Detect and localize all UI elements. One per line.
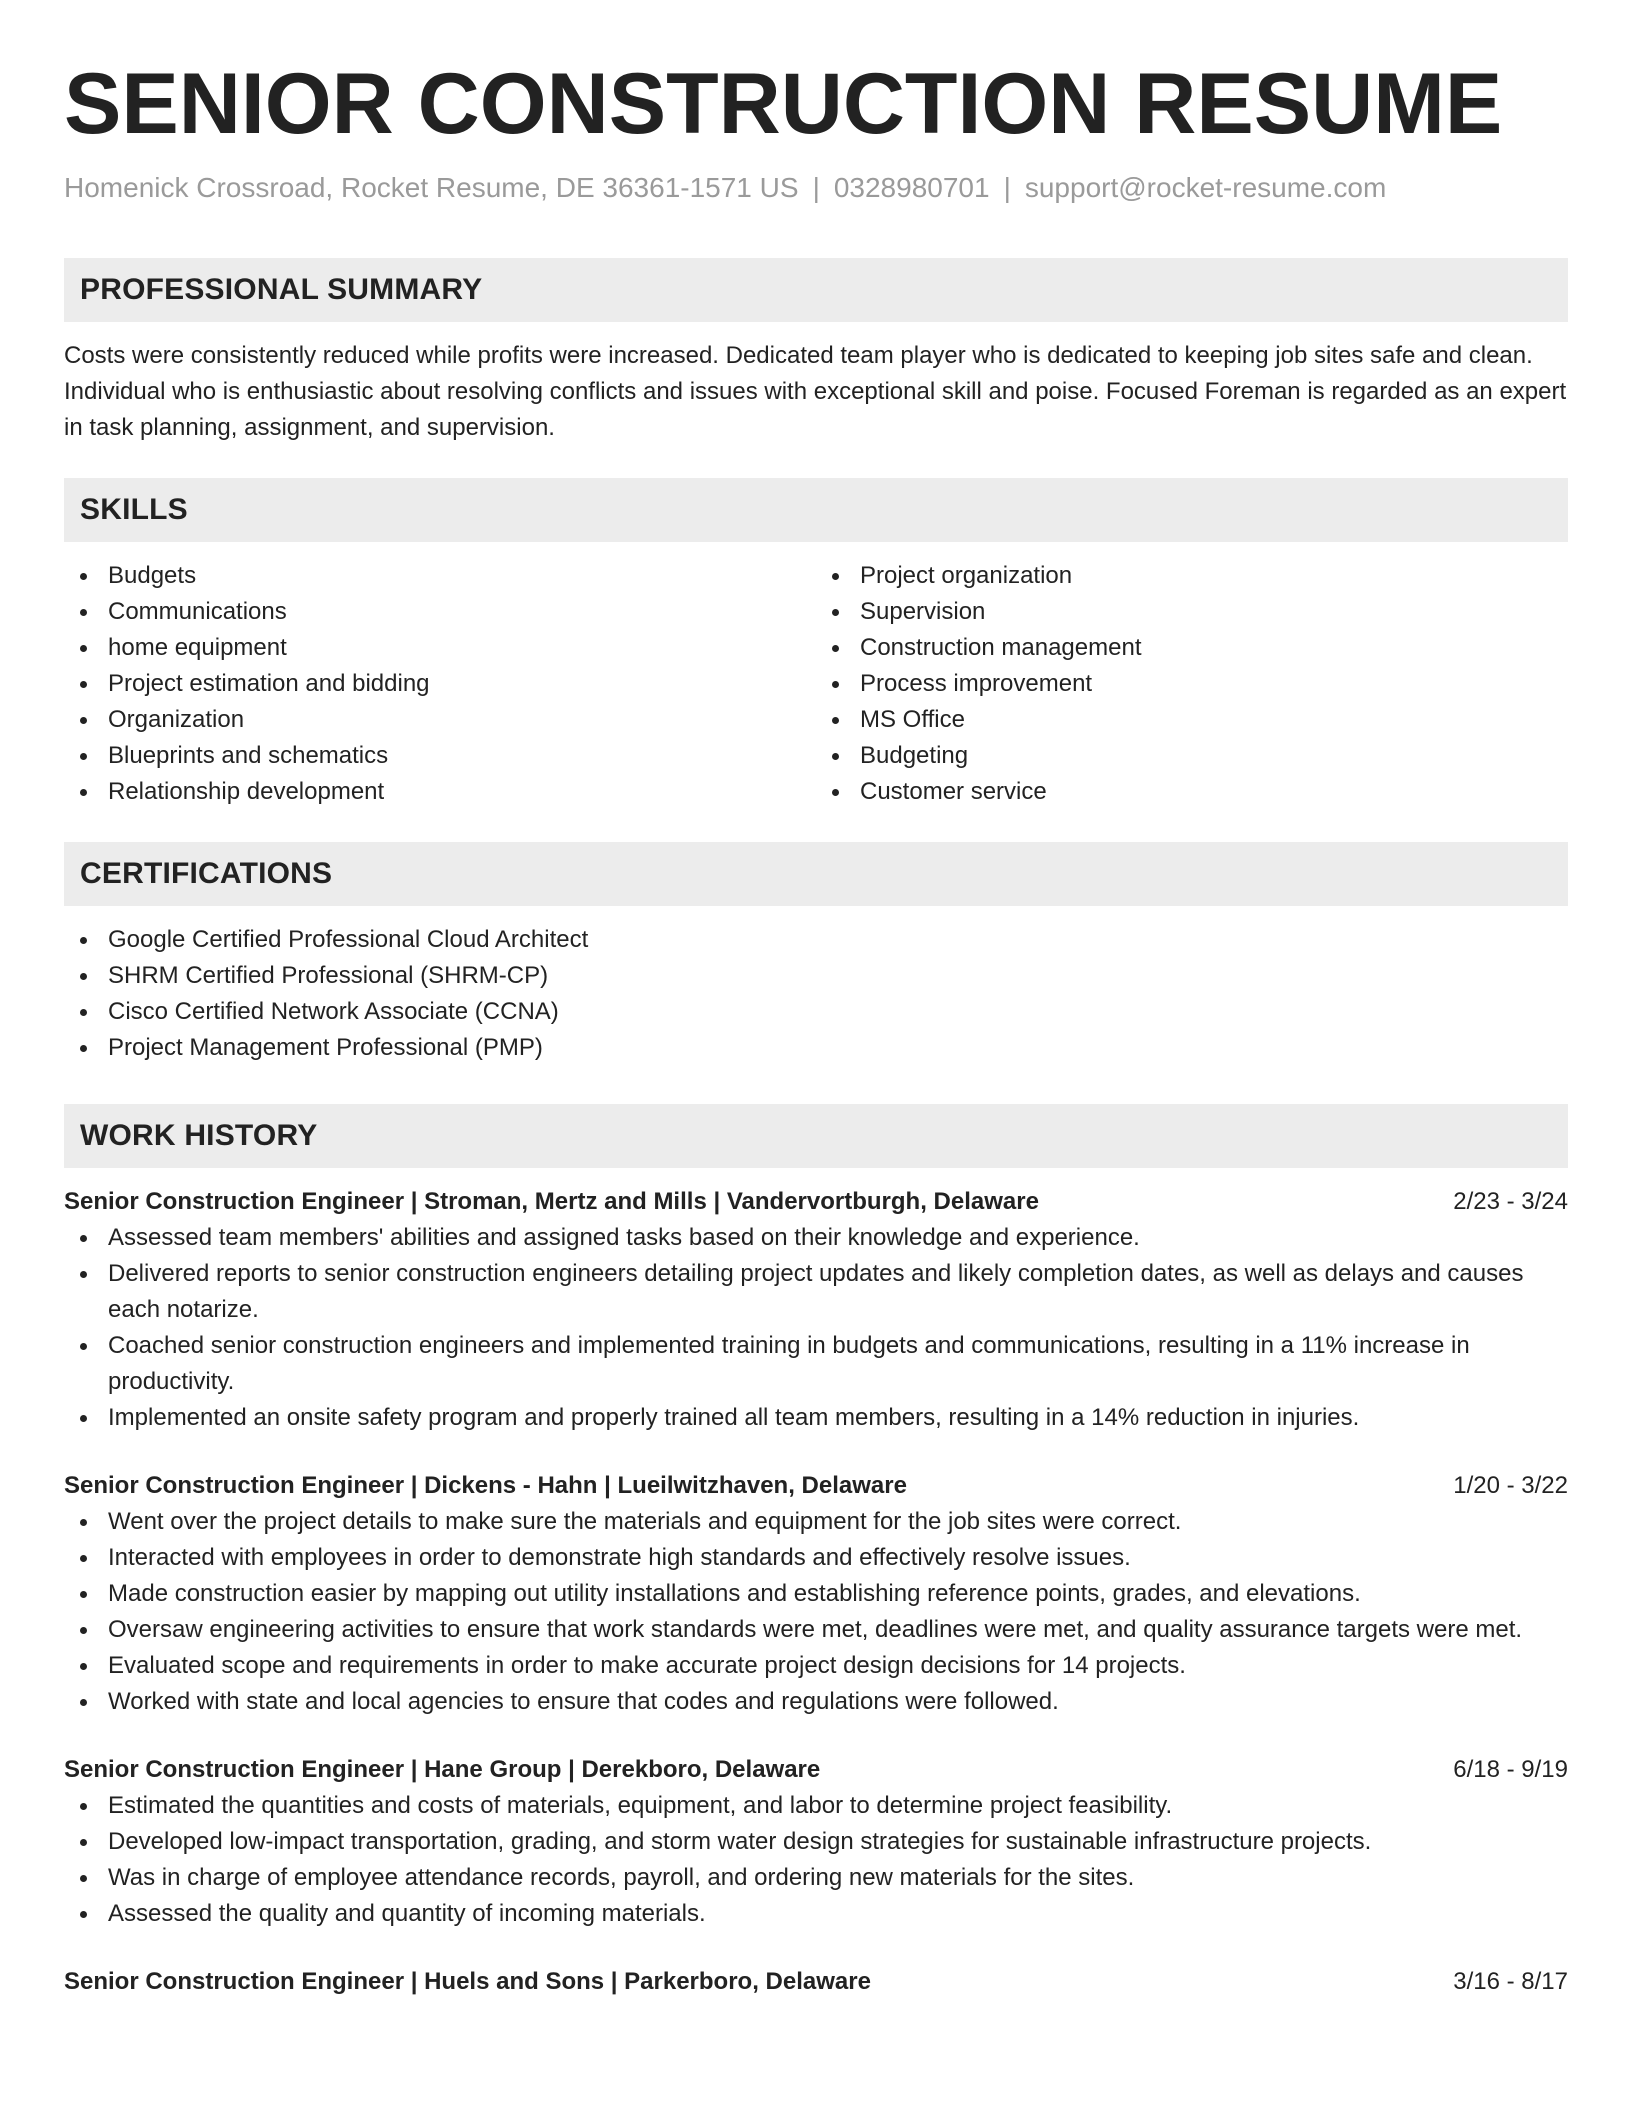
job-bullet: Estimated the quantities and costs of materials, equipment, and labor to determine project feasibility.: [64, 1788, 1568, 1824]
skills-list-right: [816, 558, 1568, 810]
skills-section-header: SKILLS: [64, 478, 1568, 542]
certifications-list: [64, 922, 1568, 1066]
job-title: Senior Construction Engineer | Stroman, Mertz and Mills | Vandervortburgh, Delaware: [64, 1188, 1039, 1215]
certification-item: Cisco Certified Network Associate (CCNA): [64, 994, 1568, 1030]
skill-item: Communications: [64, 594, 816, 630]
skill-item: Budgets: [64, 558, 816, 594]
job-header: [64, 1468, 1568, 1504]
contact-line: [64, 168, 1568, 208]
skill-item: Supervision: [816, 594, 1568, 630]
resume-title: SENIOR CONSTRUCTION RESUME: [64, 56, 1503, 152]
job-entry: [64, 1468, 1568, 1720]
job-title: Senior Construction Engineer | Dickens - Hahn | Lueilwitzhaven, Delaware: [64, 1472, 907, 1499]
skill-item: Construction management: [816, 630, 1568, 666]
certification-item: Google Certified Professional Cloud Architect: [64, 922, 1568, 958]
job-dates: 2/23 - 3/24: [1453, 1188, 1568, 1215]
contact-phone: 0328980701: [833, 172, 990, 203]
certifications-section-header: CERTIFICATIONS: [64, 842, 1568, 906]
certification-item: SHRM Certified Professional (SHRM-CP): [64, 958, 1568, 994]
skill-item: home equipment: [64, 630, 816, 666]
job-dates: 1/20 - 3/22: [1453, 1472, 1568, 1499]
skills-grid: [64, 558, 1568, 810]
job-bullet: Assessed the quality and quantity of incoming materials.: [64, 1896, 1568, 1932]
job-bullet: Developed low-impact transportation, grading, and storm water design strategies for sustainable infrastructure projects.: [64, 1824, 1568, 1860]
skills-column-right: [816, 558, 1568, 810]
job-bullet: Interacted with employees in order to demonstrate high standards and effectively resolve issues.: [64, 1540, 1568, 1576]
job-dates: 3/16 - 8/17: [1453, 1968, 1568, 1995]
job-bullet-list: [64, 1504, 1568, 1720]
job-title: Senior Construction Engineer | Hane Group | Derekboro, Delaware: [64, 1756, 821, 1783]
skill-item: Project organization: [816, 558, 1568, 594]
work-history-section-header: WORK HISTORY: [64, 1104, 1568, 1168]
job-bullet: Was in charge of employee attendance records, payroll, and ordering new materials for the sites.: [64, 1860, 1568, 1896]
job-bullet: Worked with state and local agencies to ensure that codes and regulations were followed.: [64, 1684, 1568, 1720]
job-header: [64, 1964, 1568, 2000]
skill-item: Relationship development: [64, 774, 816, 810]
skill-item: Process improvement: [816, 666, 1568, 702]
job-entry: [64, 1752, 1568, 1932]
skills-column-left: [64, 558, 816, 810]
job-header: [64, 1184, 1568, 1220]
summary-text: Costs were consistently reduced while profits were increased. Dedicated team player who is dedicated to keeping job sites safe and clean. Individual who is enthusiastic about resolving conflicts and issues with exceptional skill and poise. Focused Foreman is regarded as an expert in task planning, assignment, and supervision.: [64, 342, 1567, 441]
summary-section-header: PROFESSIONAL SUMMARY: [64, 258, 1568, 322]
skill-item: Budgeting: [816, 738, 1568, 774]
job-dates: 6/18 - 9/19: [1453, 1756, 1568, 1783]
skill-item: MS Office: [816, 702, 1568, 738]
skill-item: Customer service: [816, 774, 1568, 810]
job-entry: [64, 1964, 1568, 2000]
job-bullet: Implemented an onsite safety program and properly trained all team members, resulting in a 14% reduction in injuries.: [64, 1400, 1568, 1436]
job-bullet: Delivered reports to senior construction engineers detailing project updates and likely completion dates, as well as delays and causes each notarize.: [64, 1256, 1568, 1328]
job-bullet: Made construction easier by mapping out utility installations and establishing reference points, grades, and elevations.: [64, 1576, 1568, 1612]
job-bullet: Went over the project details to make sure the materials and equipment for the job sites were correct.: [64, 1504, 1568, 1540]
job-header: [64, 1752, 1568, 1788]
job-bullet: Oversaw engineering activities to ensure that work standards were met, deadlines were met, and quality assurance targets were met.: [64, 1612, 1568, 1648]
contact-address: Homenick Crossroad, Rocket Resume, DE 36361-1571 US: [64, 172, 799, 203]
contact-separator: |: [812, 172, 820, 203]
job-title: Senior Construction Engineer | Huels and Sons | Parkerboro, Delaware: [64, 1968, 871, 1995]
job-bullet: Assessed team members' abilities and assigned tasks based on their knowledge and experience.: [64, 1220, 1568, 1256]
contact-separator: |: [1003, 172, 1011, 203]
job-entry: [64, 1184, 1568, 1436]
contact-email: support@rocket-resume.com: [1024, 172, 1387, 203]
job-bullet-list: [64, 1788, 1568, 1932]
job-bullet: Evaluated scope and requirements in order to make accurate project design decisions for 14 projects.: [64, 1648, 1568, 1684]
job-bullet-list: [64, 1220, 1568, 1436]
skills-list-left: [64, 558, 816, 810]
skill-item: Organization: [64, 702, 816, 738]
skill-item: Blueprints and schematics: [64, 738, 816, 774]
skill-item: Project estimation and bidding: [64, 666, 816, 702]
job-bullet: Coached senior construction engineers and implemented training in budgets and communications, resulting in a 11% increase in productivity.: [64, 1328, 1568, 1400]
certification-item: Project Management Professional (PMP): [64, 1030, 1568, 1066]
